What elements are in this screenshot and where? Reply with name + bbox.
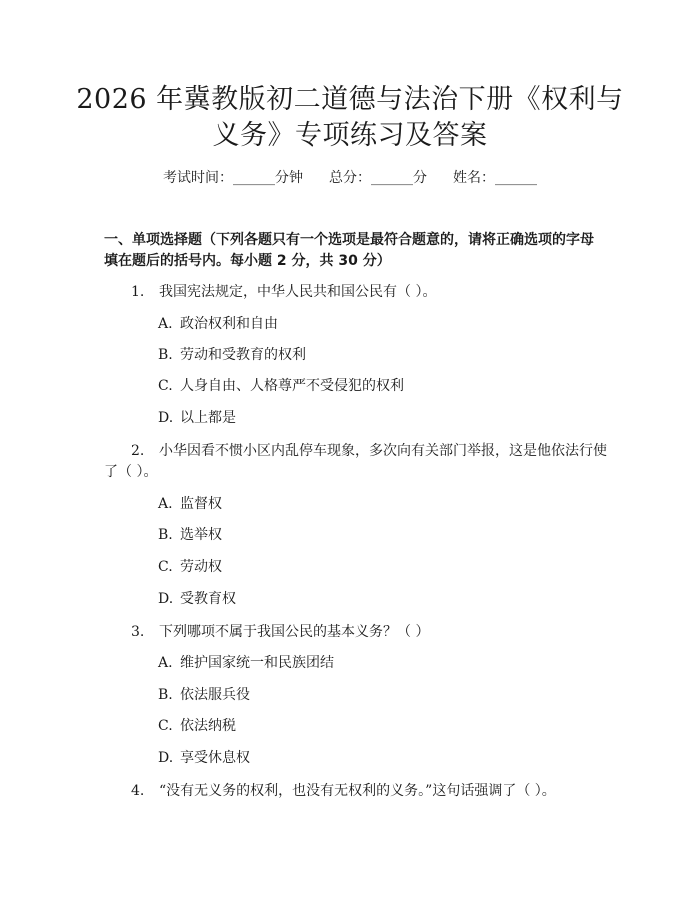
option-letter: D. [158,410,174,426]
option-letter: A. [158,316,173,332]
question-number: 3. [131,624,145,640]
exam-meta [0,168,700,188]
option-text: 依法纳税 [180,718,236,734]
option-letter: B. [158,527,173,543]
option-letter: A. [158,496,173,512]
option-letter: C. [158,559,173,575]
option-text: 劳动权 [180,559,222,575]
option-1a [158,314,278,334]
option-3d [158,748,250,768]
document-title-line1: 2026 年冀教版初二道德与法治下册《权利与 [76,84,624,115]
option-text: 监督权 [180,496,222,512]
document-title-line2: 义务》专项练习及答案 [212,120,488,151]
option-text: 依法服兵役 [180,687,250,703]
option-letter: C. [158,718,173,734]
option-2a [158,494,222,514]
question-number: 2. [131,443,145,459]
option-letter: B. [158,347,173,363]
section-heading-line2: 填在题后的括号内。每小题 2 分，共 30 分） [104,253,391,269]
question-number: 4. [131,783,145,799]
total-score-field: 总分：______分 [329,170,427,186]
option-letter: A. [158,655,173,671]
option-text: 人身自由、人格尊严不受侵犯的权利 [180,378,404,394]
option-2c [158,557,222,577]
option-text: 以上都是 [180,410,236,426]
option-letter: C. [158,378,173,394]
option-letter: D. [158,591,174,607]
question-text: 我国宪法规定，中华人民共和国公民有（ ）。 [159,284,437,300]
question-2-continuation: 了（ ）。 [104,464,158,480]
option-1b [158,345,306,365]
option-text: 维护国家统一和民族团结 [180,655,334,671]
question-number: 1. [131,284,145,300]
option-3b [158,685,250,705]
option-2b [158,525,222,545]
question-text: 小华因看不惯小区内乱停车现象，多次向有关部门举报，这是他依法行使 [159,443,607,459]
option-1c [158,376,404,396]
option-text: 选举权 [180,527,222,543]
section-heading-line1: 一、单项选择题（下列各题只有一个选项是最符合题意的，请将正确选项的字母 [104,232,594,248]
option-3a [158,653,334,673]
option-letter: D. [158,750,174,766]
option-text: 政治权利和自由 [180,316,278,332]
exam-time-field: 考试时间：______分钟 [163,170,303,186]
option-text: 受教育权 [180,591,236,607]
option-text: 劳动和受教育的权利 [180,347,306,363]
option-3c [158,716,236,736]
option-1d [158,408,236,428]
option-text: 享受休息权 [180,750,250,766]
option-letter: B. [158,687,173,703]
question-text: 下列哪项不属于我国公民的基本义务？（ ） [159,624,430,640]
question-text: “没有无义务的权利，也没有无权利的义务。”这句话强调了（ ）。 [159,783,556,799]
option-2d [158,589,236,609]
name-field: 姓名：______ [453,170,537,186]
